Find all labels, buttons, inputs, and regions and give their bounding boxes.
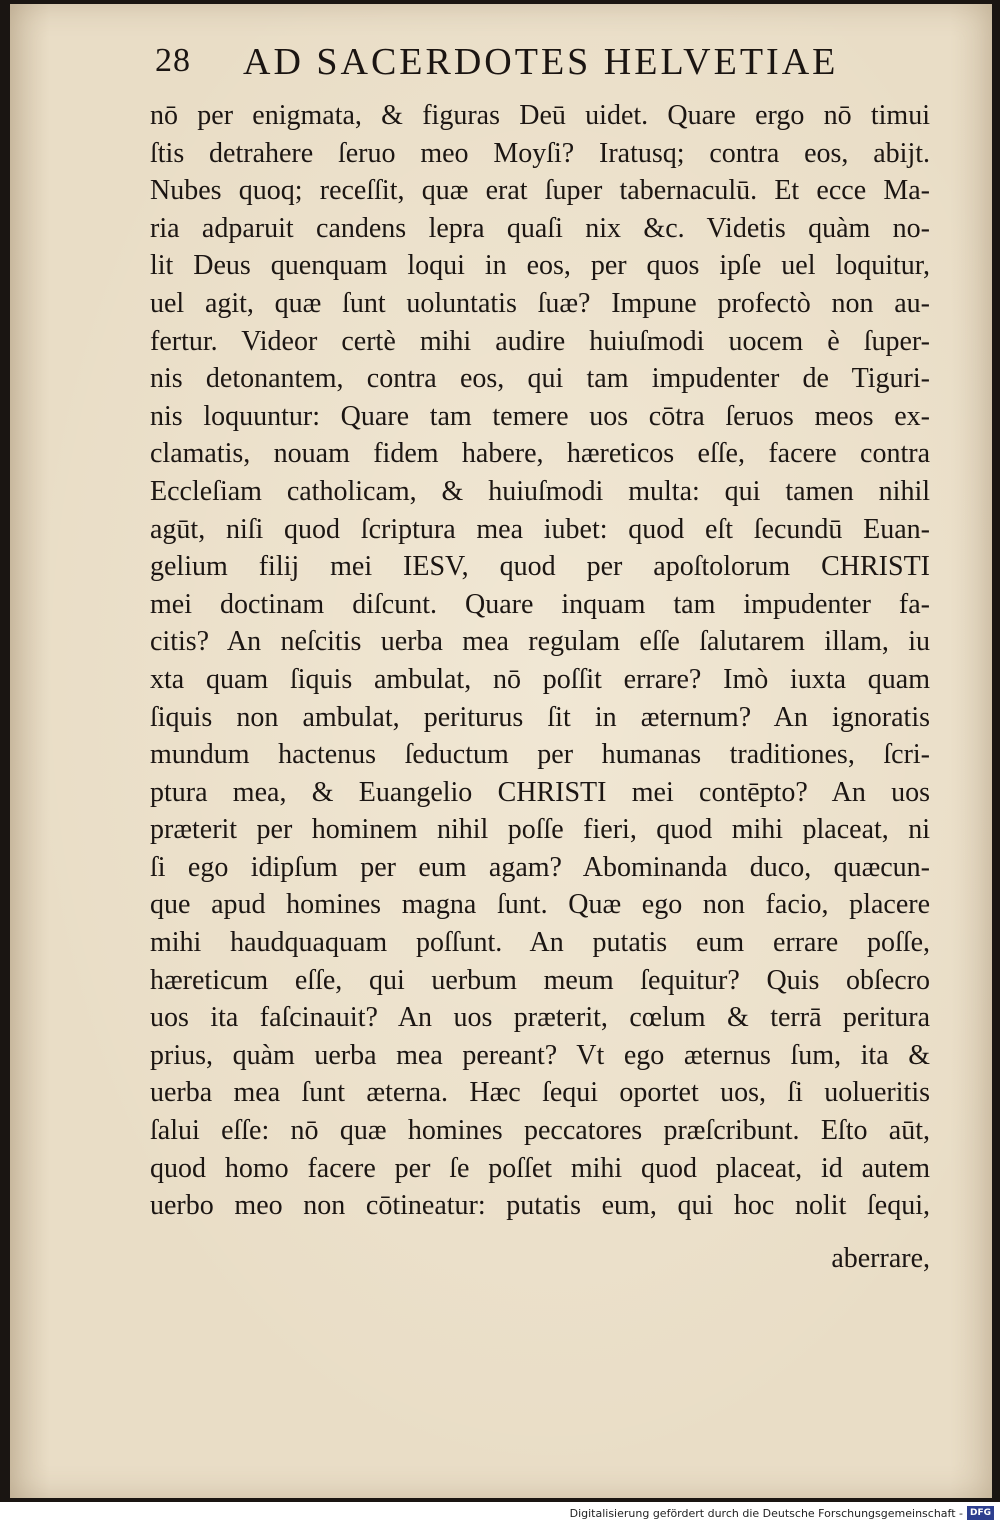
text-line: ria adparuit candens lepra quaſi nix &c. Videtis quàm no- <box>150 212 930 244</box>
text-line: uos ita faſcinauit? An uos præterit, cœlum & terrā peritura <box>150 1002 930 1034</box>
running-head: AD SACERDOTES HELVETIAE <box>243 41 839 83</box>
text-line: fertur. Videor certè mihi audire huiuſmodi uocem è ſuper- <box>150 325 930 357</box>
text-line: uerba mea ſunt æterna. Hæc ſequi oportet uos, ſi uolueritis <box>150 1077 930 1109</box>
text-line: ſi ego idipſum per eum agam? Abominanda duco, quæcun- <box>150 851 930 883</box>
text-line: clamatis, nouam fidem habere, hæreticos eſſe, facere contra <box>150 438 930 470</box>
text-line: hæreticum eſſe, qui uerbum meum ſequitur? Quis obſecro <box>150 964 930 996</box>
text-line: nō per enigmata, & figuras Deū uidet. Quare ergo nō timui <box>150 100 930 131</box>
digitization-credit <box>570 1505 994 1521</box>
text-line: nis detonantem, contra eos, qui tam impudenter de Tiguri- <box>150 363 930 395</box>
text-line: uerbo meo non cōtineatur: putatis eum, qui hoc nolit ſequi, <box>150 1190 930 1222</box>
text-line: ſiquis non ambulat, periturus ſit in æternum? An ignoratis <box>150 701 930 733</box>
text-line: præterit per hominem nihil poſſe fieri, quod mihi placeat, ni <box>150 814 930 846</box>
text-line: xta quam ſiquis ambulat, nō poſſit errare? Imò iuxta quam <box>150 663 930 695</box>
catchword: aberrare, <box>831 1243 930 1274</box>
text-line: que apud homines magna ſunt. Quæ ego non facio, placere <box>150 889 930 921</box>
credit-text: Digitalisierung gefördert durch die Deutsche Forschungsgemeinschaft - <box>569 1506 963 1520</box>
text-line: gelium filij mei IESV, quod per apoſtolorum CHRISTI <box>150 551 930 583</box>
page-header <box>155 40 839 90</box>
text-line: quod homo facere per ſe poſſet mihi quod placeat, id autem <box>150 1152 930 1184</box>
text-line: mei doctinam diſcunt. Quare inquam tam impudenter fa- <box>150 588 930 620</box>
text-line: mundum hactenus ſeductum per humanas traditiones, ſcri- <box>150 739 930 771</box>
text-line: ſtis detrahere ſeruo meo Moyſi? Iratusq; contra eos, abijt. <box>150 137 930 169</box>
text-line: prius, quàm uerba mea pereant? Vt ego æternus ſum, ita & <box>150 1039 930 1071</box>
text-line: nis loquuntur: Quare tam temere uos cōtra ſeruos meos ex- <box>150 400 930 432</box>
text-line: citis? An neſcitis uerba mea regulam eſſe ſalutarem illam, iu <box>150 626 930 658</box>
dfg-logo: DFG <box>967 1506 994 1520</box>
body-text <box>150 97 930 1225</box>
text-line: mihi haudquaquam poſſunt. An putatis eum errare poſſe, <box>150 927 930 959</box>
text-line: Nubes quoq; receſſit, quæ erat ſuper tabernaculū. Et ecce Ma- <box>150 175 930 207</box>
text-line: agūt, niſi quod ſcriptura mea iubet: quod eſt ſecundū Euan- <box>150 513 930 545</box>
text-line: ptura mea, & Euangelio CHRISTI mei contēpto? An uos <box>150 776 930 808</box>
text-line: lit Deus quenquam loqui in eos, per quos ipſe uel loquitur, <box>150 250 930 282</box>
text-line: uel agit, quæ ſunt uoluntatis ſuæ? Impune profectò non au- <box>150 287 930 319</box>
text-line: ſalui eſſe: nō quæ homines peccatores præſcribunt. Eſto aūt, <box>150 1115 930 1147</box>
text-line: Eccleſiam catholicam, & huiuſmodi multa: qui tamen nihil <box>150 475 930 507</box>
folio-number: 28 <box>155 42 191 79</box>
